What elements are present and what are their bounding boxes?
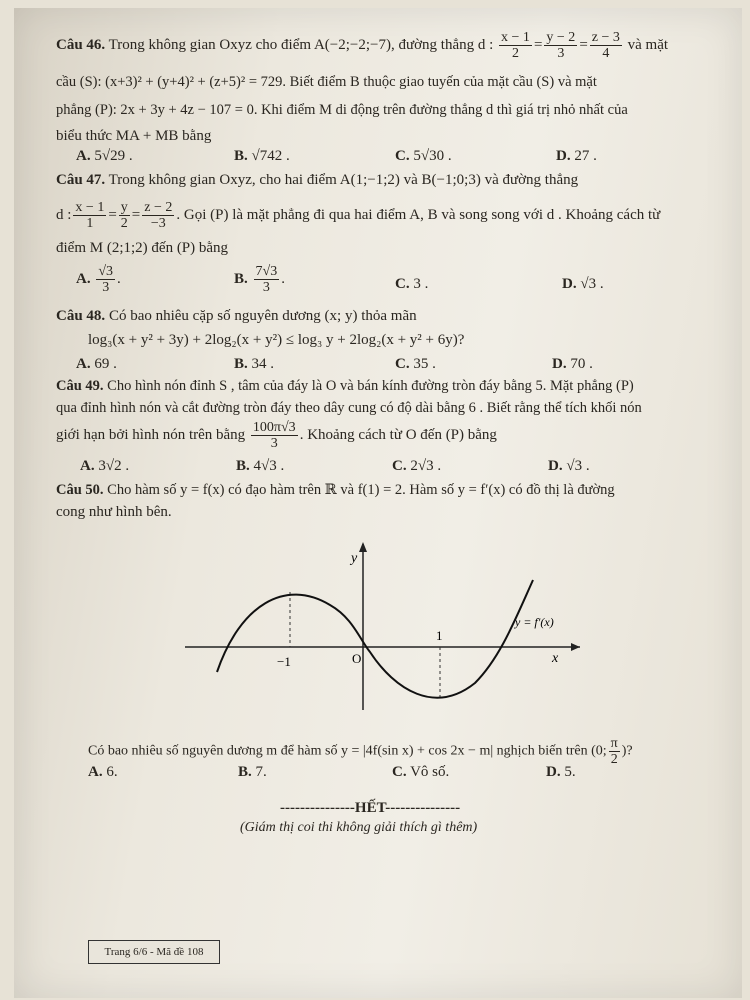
q47-d-label: d : — [56, 206, 72, 223]
frac-den: 1 — [86, 216, 94, 231]
q46-frac2 — [544, 30, 577, 61]
option-key: D. — [548, 458, 563, 474]
q50-text: Cho hàm số y = f(x) có đạo hàm trên ℝ và f(1) = 2. Hàm số y = f′(x) có đồ thị là đường — [107, 482, 615, 498]
q48-option-c — [395, 356, 436, 373]
q48-option-b — [234, 356, 274, 373]
q46-text: Trong không gian Oxyz cho điểm A(−2;−2;−7), đường thẳng d : — [108, 36, 494, 53]
option-key: D. — [552, 356, 567, 372]
option-text: 70 . — [570, 356, 593, 372]
option-key: B. — [234, 148, 248, 164]
option-key: C. — [392, 764, 407, 780]
y-label: y — [351, 551, 358, 566]
option-text: 69 . — [94, 356, 117, 372]
q48-label: Câu 48. — [56, 308, 106, 324]
q48-line2: log₃(x + y² + 3y) + 2log₂(x + y²) ≤ log₃ y + 2log₂(x + y² + 6y)? — [88, 332, 465, 348]
q49-line3-tail: . Khoảng cách từ O đến (P) bằng — [299, 426, 497, 443]
interval-open: (0; — [591, 743, 607, 759]
option-key: D. — [556, 148, 571, 164]
q48-option-d — [552, 356, 593, 373]
q49-volume-frac — [251, 420, 298, 451]
option-key: A. — [76, 148, 91, 164]
q46-frac1 — [499, 30, 532, 61]
q46-line4: biểu thức MA + MB bằng — [56, 128, 212, 144]
option-text: 6. — [106, 764, 118, 780]
option-text: 4√3 . — [253, 458, 285, 474]
interval-frac — [609, 736, 620, 767]
q47-frac3 — [142, 200, 174, 231]
q49-option-a — [80, 458, 129, 475]
frac-den: 3 — [102, 280, 110, 295]
q49-option-d — [548, 458, 590, 475]
option-text: 34 . — [251, 356, 275, 372]
option-key: D. — [562, 276, 577, 292]
q47-label: Câu 47. — [56, 172, 106, 188]
option-key: A. — [88, 764, 103, 780]
q48-text: Có bao nhiêu cặp số nguyên dương (x; y) thỏa mãn — [108, 308, 417, 324]
q47-tail: . Gọi (P) là mặt phẳng đi qua hai điểm A, B và song song với d . Khoảng cách từ — [176, 206, 661, 223]
frac-num: x − 1 — [501, 30, 530, 45]
frac-den: 2 — [511, 46, 519, 61]
frac-den: 3 — [262, 280, 270, 295]
q50-line1 — [56, 480, 615, 500]
option-key: C. — [395, 276, 410, 292]
q50-option-b — [238, 764, 267, 781]
frac-den: 2 — [120, 216, 128, 231]
q50-line3 — [88, 736, 633, 767]
option-key: B. — [234, 356, 248, 372]
q49-option-b — [236, 458, 284, 475]
option-text: 5√29 . — [94, 148, 133, 164]
option-text: Vô số. — [410, 764, 450, 780]
q50-label: Câu 50. — [56, 482, 104, 498]
option-frac — [254, 264, 280, 295]
option-key: C. — [392, 458, 407, 474]
q46-option-b — [234, 148, 290, 165]
q46-label: Câu 46. — [56, 36, 106, 53]
q49-line2: qua đỉnh hình nón và cắt đường tròn đáy theo dây cung có độ dài bằng 6 . Biết rằng thể tích khối nón — [56, 400, 642, 416]
option-text: 35 . — [413, 356, 436, 372]
frac-num: y − 2 — [546, 30, 576, 45]
end-marker: ---------------HẾT--------------- — [280, 800, 461, 816]
option-key: A. — [76, 270, 91, 287]
q49-line3 — [56, 420, 497, 451]
q46-option-c — [395, 148, 452, 165]
q47-line1 — [56, 170, 578, 190]
q47-option-a: A. $\frac{√3}{3}$ . — [76, 264, 121, 295]
option-text: √3 . — [566, 458, 590, 474]
option-key: C. — [395, 148, 410, 164]
q47-option-b: B. $\frac{7√3}{3}$ . — [234, 264, 285, 295]
derivative-graph — [185, 540, 585, 710]
frac-num: y — [120, 200, 128, 215]
x-label: x — [552, 651, 559, 666]
frac-den: 4 — [602, 46, 610, 61]
option-text: √3 . — [580, 276, 604, 292]
option-text: 3 . — [413, 276, 429, 292]
q48-line1 — [56, 306, 417, 326]
q47-frac1 — [73, 200, 106, 231]
origin-label: O — [352, 651, 362, 666]
frac-num: z − 2 — [144, 200, 173, 215]
option-text: 5√30 . — [413, 148, 452, 164]
q49-line3-head: giới hạn bởi hình nón trên bằng — [56, 426, 246, 443]
q46-tail: và mặt — [627, 36, 669, 53]
frac-num: 100π√3 — [252, 420, 296, 435]
tick-1-label: 1 — [436, 628, 443, 643]
proctor-note: (Giám thị coi thi không giải thích gì thêm) — [240, 820, 478, 835]
option-text: 3√2 . — [98, 458, 130, 474]
x-axis-arrow — [571, 643, 580, 651]
q47-option-c — [395, 276, 428, 293]
frac-num: z − 3 — [591, 30, 620, 45]
q47-option-d — [562, 276, 604, 293]
tick-neg1-label: −1 — [277, 654, 291, 669]
q50-option-a — [88, 764, 118, 781]
option-text: 27 . — [574, 148, 597, 164]
q46-line3: phẳng (P): 2x + 3y + 4z − 107 = 0. Khi điểm M di động trên đường thẳng d thì giá trị nhỏ nhất của — [56, 102, 628, 118]
option-key: D. — [546, 764, 561, 780]
frac-den: 2 — [610, 752, 618, 767]
option-text: 5. — [564, 764, 576, 780]
option-frac — [96, 264, 115, 295]
q46-option-d — [556, 148, 597, 165]
frac-den: 3 — [557, 46, 565, 61]
q49-line1 — [56, 376, 634, 396]
curve-label: y = f′(x) — [515, 615, 554, 629]
option-key: B. — [234, 270, 248, 287]
option-key: B. — [236, 458, 250, 474]
option-key: B. — [238, 764, 252, 780]
q48-option-a — [76, 356, 117, 373]
option-text: √742 . — [251, 148, 290, 164]
q50-line2: cong như hình bên. — [56, 504, 172, 520]
option-key: A. — [80, 458, 95, 474]
option-key: A. — [76, 356, 91, 372]
option-key: C. — [395, 356, 410, 372]
q50-line3-head: Có bao nhiêu số nguyên dương m để hàm số y = |4f(sin x) + cos 2x − m| nghịch biến trên — [88, 743, 588, 759]
y-axis-arrow — [359, 542, 367, 552]
q47-line3: điểm M (2;1;2) đến (P) bằng — [56, 240, 229, 256]
interval-close: )? — [621, 743, 633, 759]
q50-option-c — [392, 764, 449, 781]
q47-frac2 — [119, 200, 130, 231]
option-text: 2√3 . — [410, 458, 442, 474]
q47-text: Trong không gian Oxyz, cho hai điểm A(1;−1;2) và B(−1;0;3) và đường thẳng — [108, 172, 579, 188]
q49-label: Câu 49. — [56, 378, 104, 394]
q46-line1: Câu 46. Trong không gian Oxyz cho điểm A(−2;−2;−7), đường thẳng d : $\frac{x - 1}{2}$ = $\frac{y - 2}{3}$ = $\frac{z - 3}{4}$ và mặt — [56, 30, 669, 61]
q49-option-c — [392, 458, 441, 475]
frac-den: 3 — [270, 436, 278, 451]
frac-num: 7√3 — [255, 264, 278, 279]
q46-option-a — [76, 148, 133, 165]
frac-num: √3 — [98, 264, 114, 279]
derivative-curve — [217, 580, 533, 698]
frac-num: π — [610, 736, 618, 751]
frac-den: −3 — [150, 216, 166, 231]
q46-frac3 — [590, 30, 622, 61]
q50-option-d — [546, 764, 576, 781]
page-footer: Trang 6/6 - Mã đề 108 — [88, 940, 220, 964]
q49-text: Cho hình nón đỉnh S , tâm của đáy là O và bán kính đường tròn đáy bằng 5. Mặt phẳng (P) — [107, 378, 634, 394]
q47-line2: d : $\frac{x - 1}{1}$ = $\frac{y}{2}$ = $\frac{z - 2}{-3}$ . Gọi (P) là mặt phẳng đi qua hai điểm A, B và song song với d . Khoảng cách từ — [56, 200, 661, 231]
frac-num: x − 1 — [75, 200, 105, 215]
q46-line2: cầu (S): (x+3)² + (y+4)² + (z+5)² = 729. Biết điểm B thuộc giao tuyến của mặt cầu (S) và mặt — [56, 74, 597, 90]
option-text: 7. — [255, 764, 267, 780]
